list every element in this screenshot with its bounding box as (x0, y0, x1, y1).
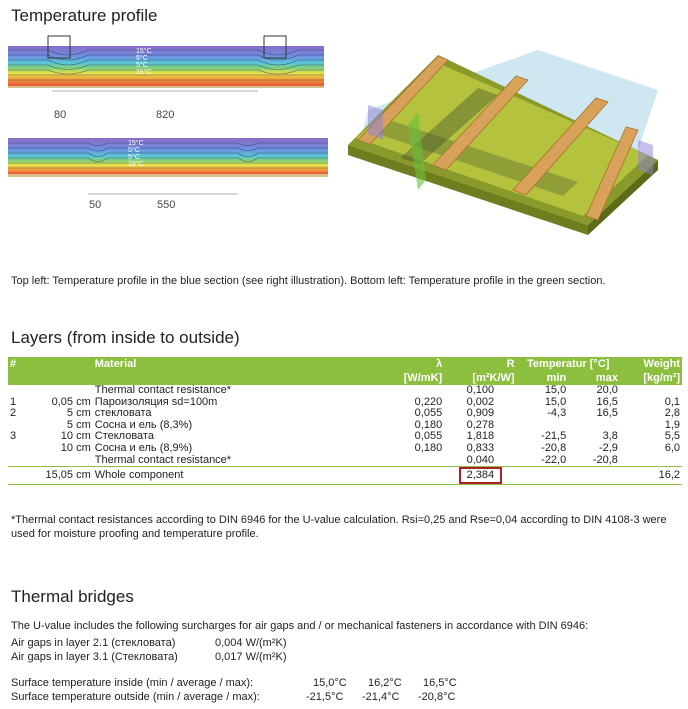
layers-footnote: *Thermal contact resistances according to DIN 6946 for the U-value calculation. Rsi=0,25 and Rse=0,04 according to DIN 4108-3 were used for moisture proofing and temperature profile. (11, 514, 667, 540)
cell-weight: 0,1 (664, 395, 680, 408)
cell-material: стекловата (94, 407, 152, 420)
cell-num: 3 (10, 430, 17, 443)
cell-tmin: -4,3 (547, 407, 567, 420)
temperature-profile-bottom (8, 134, 338, 202)
cell-lambda: 0,055 (414, 430, 443, 443)
air-gap-label: Air gaps in layer 3.1 (Стекловата) (11, 651, 178, 663)
cell-material: Сосна и ель (8,3%) (94, 418, 193, 431)
surface-temp-label: Surface temperature outside (min / average / max): (11, 691, 260, 703)
cell-r: 0,833 (466, 441, 495, 454)
isotherm-label: 5°C (136, 62, 148, 69)
cell-thick: 5 cm (66, 418, 91, 431)
header-lambda-unit: [W/mK] (393, 371, 445, 385)
isotherm-label: 5°C (128, 154, 140, 161)
cell-tmax: 16,5 (596, 395, 618, 408)
cell-tmax: -2,9 (598, 441, 618, 454)
section-title-layers: Layers (from inside to outside) (11, 328, 240, 347)
total-r-value: 2,384 (459, 467, 503, 484)
cell-weight: 2,8 (664, 407, 680, 420)
cell-material: Thermal contact resistance* (94, 453, 232, 466)
cell-material: Стекловата (94, 430, 154, 443)
cell-r: 0,002 (466, 395, 495, 408)
figure-caption: Top left: Temperature profile in the blue section (see right illustration). Bottom left: Temperature profile in the green section. (11, 275, 606, 287)
cell-thick (31, 385, 93, 397)
cell-tmin: 15,0 (544, 384, 567, 396)
cell-material: Пароизоляция sd=100m (94, 395, 218, 408)
cell-r: 0,040 (466, 453, 495, 466)
cell-r: 0,909 (466, 407, 495, 420)
header-num: # (8, 357, 31, 371)
surface-temp-max: 16,5°C (423, 677, 457, 689)
cell-tmax: 20,0 (596, 384, 618, 396)
cell-tmin: -21,5 (541, 430, 567, 443)
cell-r: 0,100 (466, 384, 495, 396)
table-row (8, 385, 682, 397)
dimension-label: 50 (89, 199, 102, 211)
cell-num: 1 (10, 395, 17, 408)
isotherm-label: 15°C (136, 48, 152, 55)
cell-weight (620, 455, 682, 467)
temperature-profile-top (8, 34, 328, 94)
construction-3d-illustration (338, 30, 678, 245)
table-row (8, 455, 682, 467)
header-material: Material (93, 357, 393, 371)
dimension-label: 550 (157, 199, 176, 211)
cell-r: 0,278 (466, 418, 495, 431)
cell-lambda: 0,180 (414, 418, 443, 431)
cell-thick: 5 cm (66, 407, 91, 420)
cell-tmax: 3,8 (602, 430, 618, 443)
cell-num: 2 (10, 407, 17, 420)
total-weight: 16,2 (620, 467, 682, 485)
header-r-unit: [m²K/W] (444, 371, 516, 385)
cell-num (8, 443, 31, 455)
header-temp-min: min (517, 371, 569, 385)
cell-thick: 10 cm (60, 441, 91, 454)
cell-thick: 10 cm (60, 430, 91, 443)
cell-tmax: -20,8 (592, 453, 618, 466)
surface-temp-label: Surface temperature inside (min / average / max): (11, 677, 254, 689)
surface-temp-max: -20,8°C (418, 691, 456, 703)
air-gap-label: Air gaps in layer 2.1 (стекловата) (11, 637, 176, 649)
surface-temp-min: -21,5°C (306, 691, 344, 703)
cell-weight: 5,5 (664, 430, 680, 443)
cell-lambda (393, 385, 445, 397)
thermal-bridges-intro: The U-value includes the following surcharges for air gaps and / or mechanical fasteners in accordance with DIN 6946: (11, 620, 589, 632)
header-temperature: Temperatur [°C] (517, 357, 620, 371)
cell-tmax: 16,5 (596, 407, 618, 420)
cell-thick (31, 455, 93, 467)
surface-temp-avg: -21,4°C (362, 691, 400, 703)
dimension-label: 820 (156, 109, 175, 121)
cell-weight (620, 385, 682, 397)
cell-tmin: 15,0 (544, 395, 567, 408)
section-title-thermal-bridges: Thermal bridges (11, 587, 134, 606)
cell-lambda (393, 455, 445, 467)
isotherm-label: 15°C (128, 140, 144, 147)
air-gap-value: 0,004 W/(m²K) (215, 637, 287, 649)
section-title-temperature-profile: Temperature profile (11, 6, 158, 25)
header-weight: Weight (620, 357, 682, 371)
header-temp-max: max (568, 371, 620, 385)
isotherm-label: 15°C (136, 69, 152, 76)
isotherm-label: 5°C (136, 55, 148, 62)
cell-weight: 6,0 (664, 441, 680, 454)
cell-lambda: 0,180 (414, 441, 443, 454)
cell-lambda: 0,055 (414, 407, 443, 420)
cell-lambda: 0,220 (414, 395, 443, 408)
cell-num (8, 385, 31, 397)
header-r: R (444, 357, 516, 371)
total-material: Whole component (93, 467, 393, 485)
layers-table (8, 357, 682, 485)
cell-thick: 0,05 cm (51, 395, 91, 408)
air-gap-value: 0,017 W/(m²K) (215, 651, 287, 663)
surface-temp-avg: 16,2°C (368, 677, 402, 689)
isotherm-label: 5°C (128, 147, 140, 154)
cell-tmin: -22,0 (541, 453, 567, 466)
cell-num (8, 455, 31, 467)
header-weight-unit: [kg/m²] (620, 371, 682, 385)
table-header-row (8, 357, 682, 371)
cell-weight: 1,9 (664, 418, 680, 431)
total-thickness: 15,05 cm (31, 467, 93, 485)
dimension-label: 80 (54, 109, 67, 121)
table-row-total (8, 467, 682, 485)
surface-temp-min: 15,0°C (313, 677, 347, 689)
cell-r: 1,818 (466, 430, 495, 443)
table-header-units-row (8, 371, 682, 385)
header-lambda: λ (393, 357, 445, 371)
cell-material: Thermal contact resistance* (94, 384, 232, 396)
cell-tmin: -20,8 (541, 441, 567, 454)
table-row (8, 443, 682, 455)
isotherm-label: 15°C (128, 161, 144, 168)
cell-material: Сосна и ель (8,9%) (94, 441, 193, 454)
